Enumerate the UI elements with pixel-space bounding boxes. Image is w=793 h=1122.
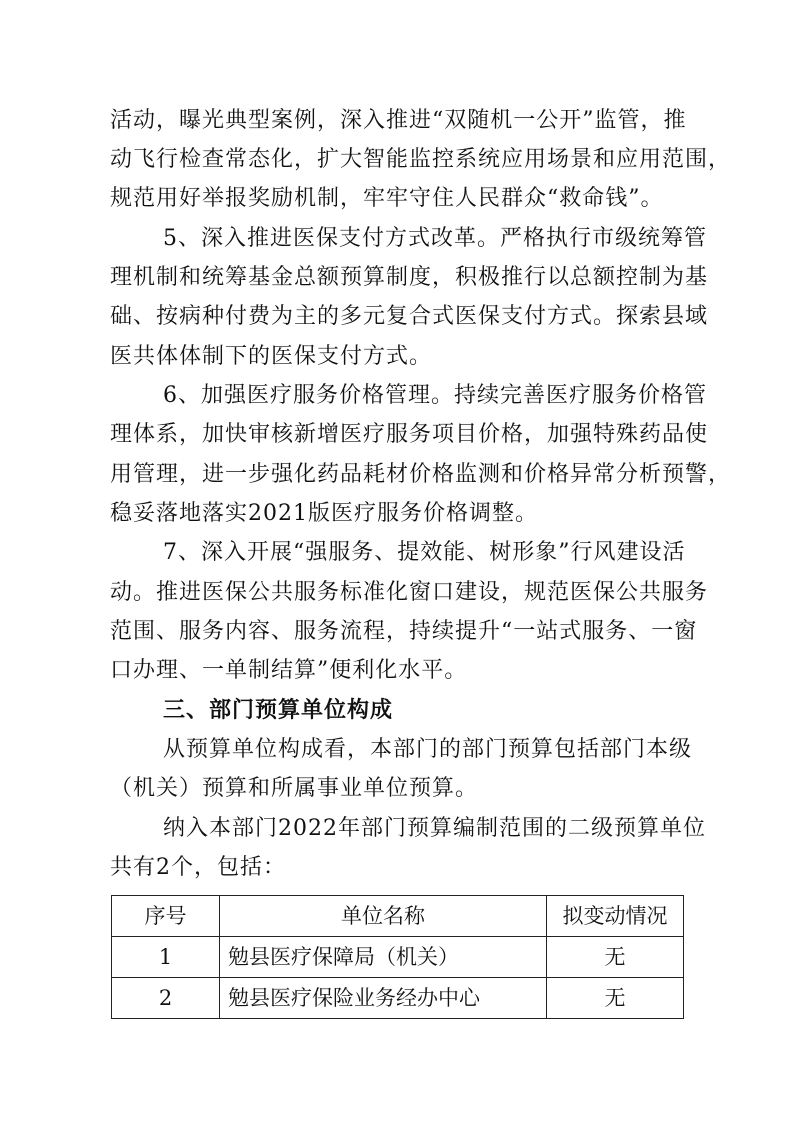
paragraph-line: 6、加强医疗服务价格管理。持续完善医疗服务价格管: [163, 383, 707, 408]
cell-serial: 1: [112, 937, 220, 978]
cell-unit-name: 勉县医疗保险业务经办中心: [220, 978, 547, 1019]
paragraph-line: 5、深入推进医保支付方式改革。严格执行市级统筹管: [163, 226, 707, 251]
paragraph-line: 稳妥落地落实2021版医疗服务价格调整。: [110, 501, 538, 526]
paragraph-line: 医共体体制下的医保支付方式。: [110, 344, 433, 369]
table-row: [112, 937, 684, 978]
table-header-row: [112, 896, 684, 937]
cell-serial: 2: [112, 978, 220, 1019]
paragraph-line: 础、按病种付费为主的多元复合式医保支付方式。探索县域: [110, 304, 709, 329]
paragraph-line: 动。推进医保公共服务标准化窗口建设，规范医保公共服务: [110, 580, 709, 605]
cell-unit-name: 勉县医疗保障局（机关）: [220, 937, 547, 978]
paragraph-line: 动飞行检查常态化，扩大智能监控系统应用场景和应用范围，: [110, 147, 732, 172]
paragraph-line: 从预算单位构成看，本部门的部门预算包括部门本级: [163, 737, 693, 762]
paragraph-line: 共有2个，包括：: [110, 855, 286, 880]
paragraph-line: （机关）预算和所属事业单位预算。: [110, 776, 479, 801]
paragraph-line: 理体系，加快审核新增医疗服务项目价格，加强特殊药品使: [110, 422, 709, 447]
paragraph-line: 7、深入开展“强服务、提效能、树形象”行风建设活: [163, 540, 686, 565]
paragraph-line: 用管理，进一步强化药品耗材价格监测和价格异常分析预警，: [110, 462, 732, 487]
paragraph-line: 范围、服务内容、服务流程，持续提升“一站式服务、一窗: [110, 619, 698, 644]
paragraph-line: 口办理、一单制结算”便利化水平。: [110, 658, 468, 683]
cell-change-status: 无: [547, 937, 684, 978]
header-serial: 序号: [112, 896, 220, 937]
paragraph-line: 理机制和统筹基金总额预算制度，积极推行以总额控制为基: [110, 265, 709, 290]
section-heading: 三、部门预算单位构成: [163, 698, 394, 723]
header-change-status: 拟变动情况: [547, 896, 684, 937]
paragraph-line: 规范用好举报奖励机制，牢牢守住人民群众“救命钱”。: [110, 186, 664, 211]
paragraph-line: 活动，曝光典型案例，深入推进“双随机一公开”监管，推: [110, 108, 687, 133]
header-unit-name: 单位名称: [220, 896, 547, 937]
cell-change-status: 无: [547, 978, 684, 1019]
table-row: [112, 978, 684, 1019]
budget-units-table: [111, 895, 684, 1019]
paragraph-line: 纳入本部门2022年部门预算编制范围的二级预算单位: [163, 816, 706, 841]
